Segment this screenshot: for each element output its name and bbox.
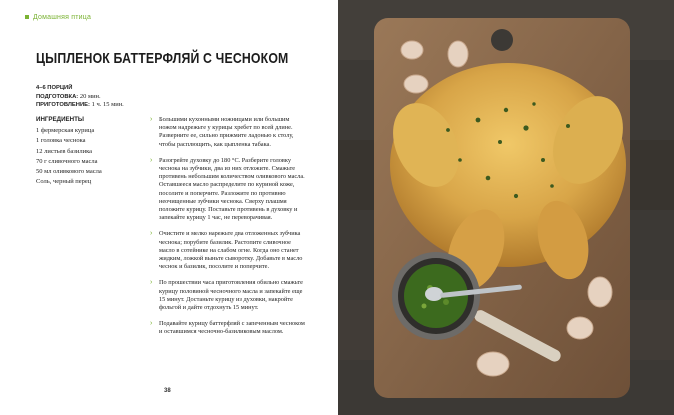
roast-chicken-illustration	[338, 0, 674, 415]
method-step	[150, 116, 308, 149]
prep-time	[36, 93, 124, 102]
method-step-text: Очистите и мелко нарежьте два отложенных зубчика чеснока; порубите базилик. Растопите сливочное масло в сотейнике на слабом огне. Когда оно станет жидким, ложкой выньте сыворотку. Добавьте в масло чеснок и базилик, посолите и поперчите.	[159, 230, 303, 271]
method-step-text: Большими кухонными ножницами или большим ножом надрежьте у курицы хребет по всей длине. Разверните ее, сильно прижмите ладонью к столу, чтобы расплющить, как цыпленка табака.	[159, 116, 294, 148]
step-arrow-icon: ›	[150, 320, 153, 328]
method-step-text: Подавайте курицу баттерфляй с запеченным чесноком и оставшимся чесночно-базиликовым маслом.	[159, 320, 305, 336]
method-step	[150, 230, 308, 271]
prep-label: ПОДГОТОВКА:	[36, 93, 79, 100]
ingredient-item: 1 головка чеснока	[36, 137, 86, 145]
ingredients-heading: ИНГРЕДИЕНТЫ	[36, 116, 84, 123]
page-number: 38	[164, 388, 171, 394]
recipe-photo	[338, 0, 674, 415]
cook-value: 1 ч. 15 мин.	[91, 101, 124, 108]
section-tag	[25, 14, 91, 21]
servings: 4–6 ПОРЦИЙ	[36, 85, 73, 91]
cook-time	[36, 101, 124, 110]
method-step-text: По прошествии часа приготовления обильно смажьте курицу половиной чесночного масла и запекайте еще 15 минут. Достаньте курицу из духовки, накройте фольгой и дайте отдохнуть 15 минут.	[159, 279, 303, 312]
ingredient-item: 12 листьев базилика	[36, 147, 93, 155]
step-arrow-icon: ›	[150, 156, 153, 164]
method-step	[150, 320, 308, 336]
method-step	[150, 279, 308, 312]
ingredient-item: 1 фермерская курица	[36, 127, 95, 134]
ingredient-item: Соль, черный перец	[36, 178, 92, 186]
method-step	[150, 157, 308, 223]
section-tag-label: Домашняя птица	[33, 14, 92, 21]
method-step-text: Разогрейте духовку до 180 °С. Разберите головку чеснока на зубчики, два из них отложите. Смажьте противень небольшим количеством оливкового масла. Оставшееся масло распределите по куриной коже, посолите и поперчите. Разложите по противню неочищенные зубчики чеснока. Сверху плашмя положите курицу. Поставьте противень в духовку и запекайте курицу 1 час, не переворачивая.	[159, 156, 305, 222]
ingredient-item: 70 г сливочного масла	[36, 157, 98, 165]
ingredient-item: 50 мл оливкового масла	[36, 168, 102, 176]
ingredients-list	[36, 126, 102, 188]
step-arrow-icon: ›	[150, 116, 153, 123]
prep-value: 20 мин.	[79, 92, 101, 100]
recipe-title: ЦЫПЛЕНОК БАТТЕРФЛЯЙ С ЧЕСНОКОМ	[36, 50, 289, 67]
cook-label: ПРИГОТОВЛЕНИЕ:	[36, 102, 90, 108]
step-arrow-icon: ›	[150, 279, 153, 287]
recipe-meta	[36, 84, 124, 110]
section-marker-icon	[25, 15, 29, 19]
step-arrow-icon: ›	[150, 230, 153, 238]
method-steps	[150, 116, 308, 345]
